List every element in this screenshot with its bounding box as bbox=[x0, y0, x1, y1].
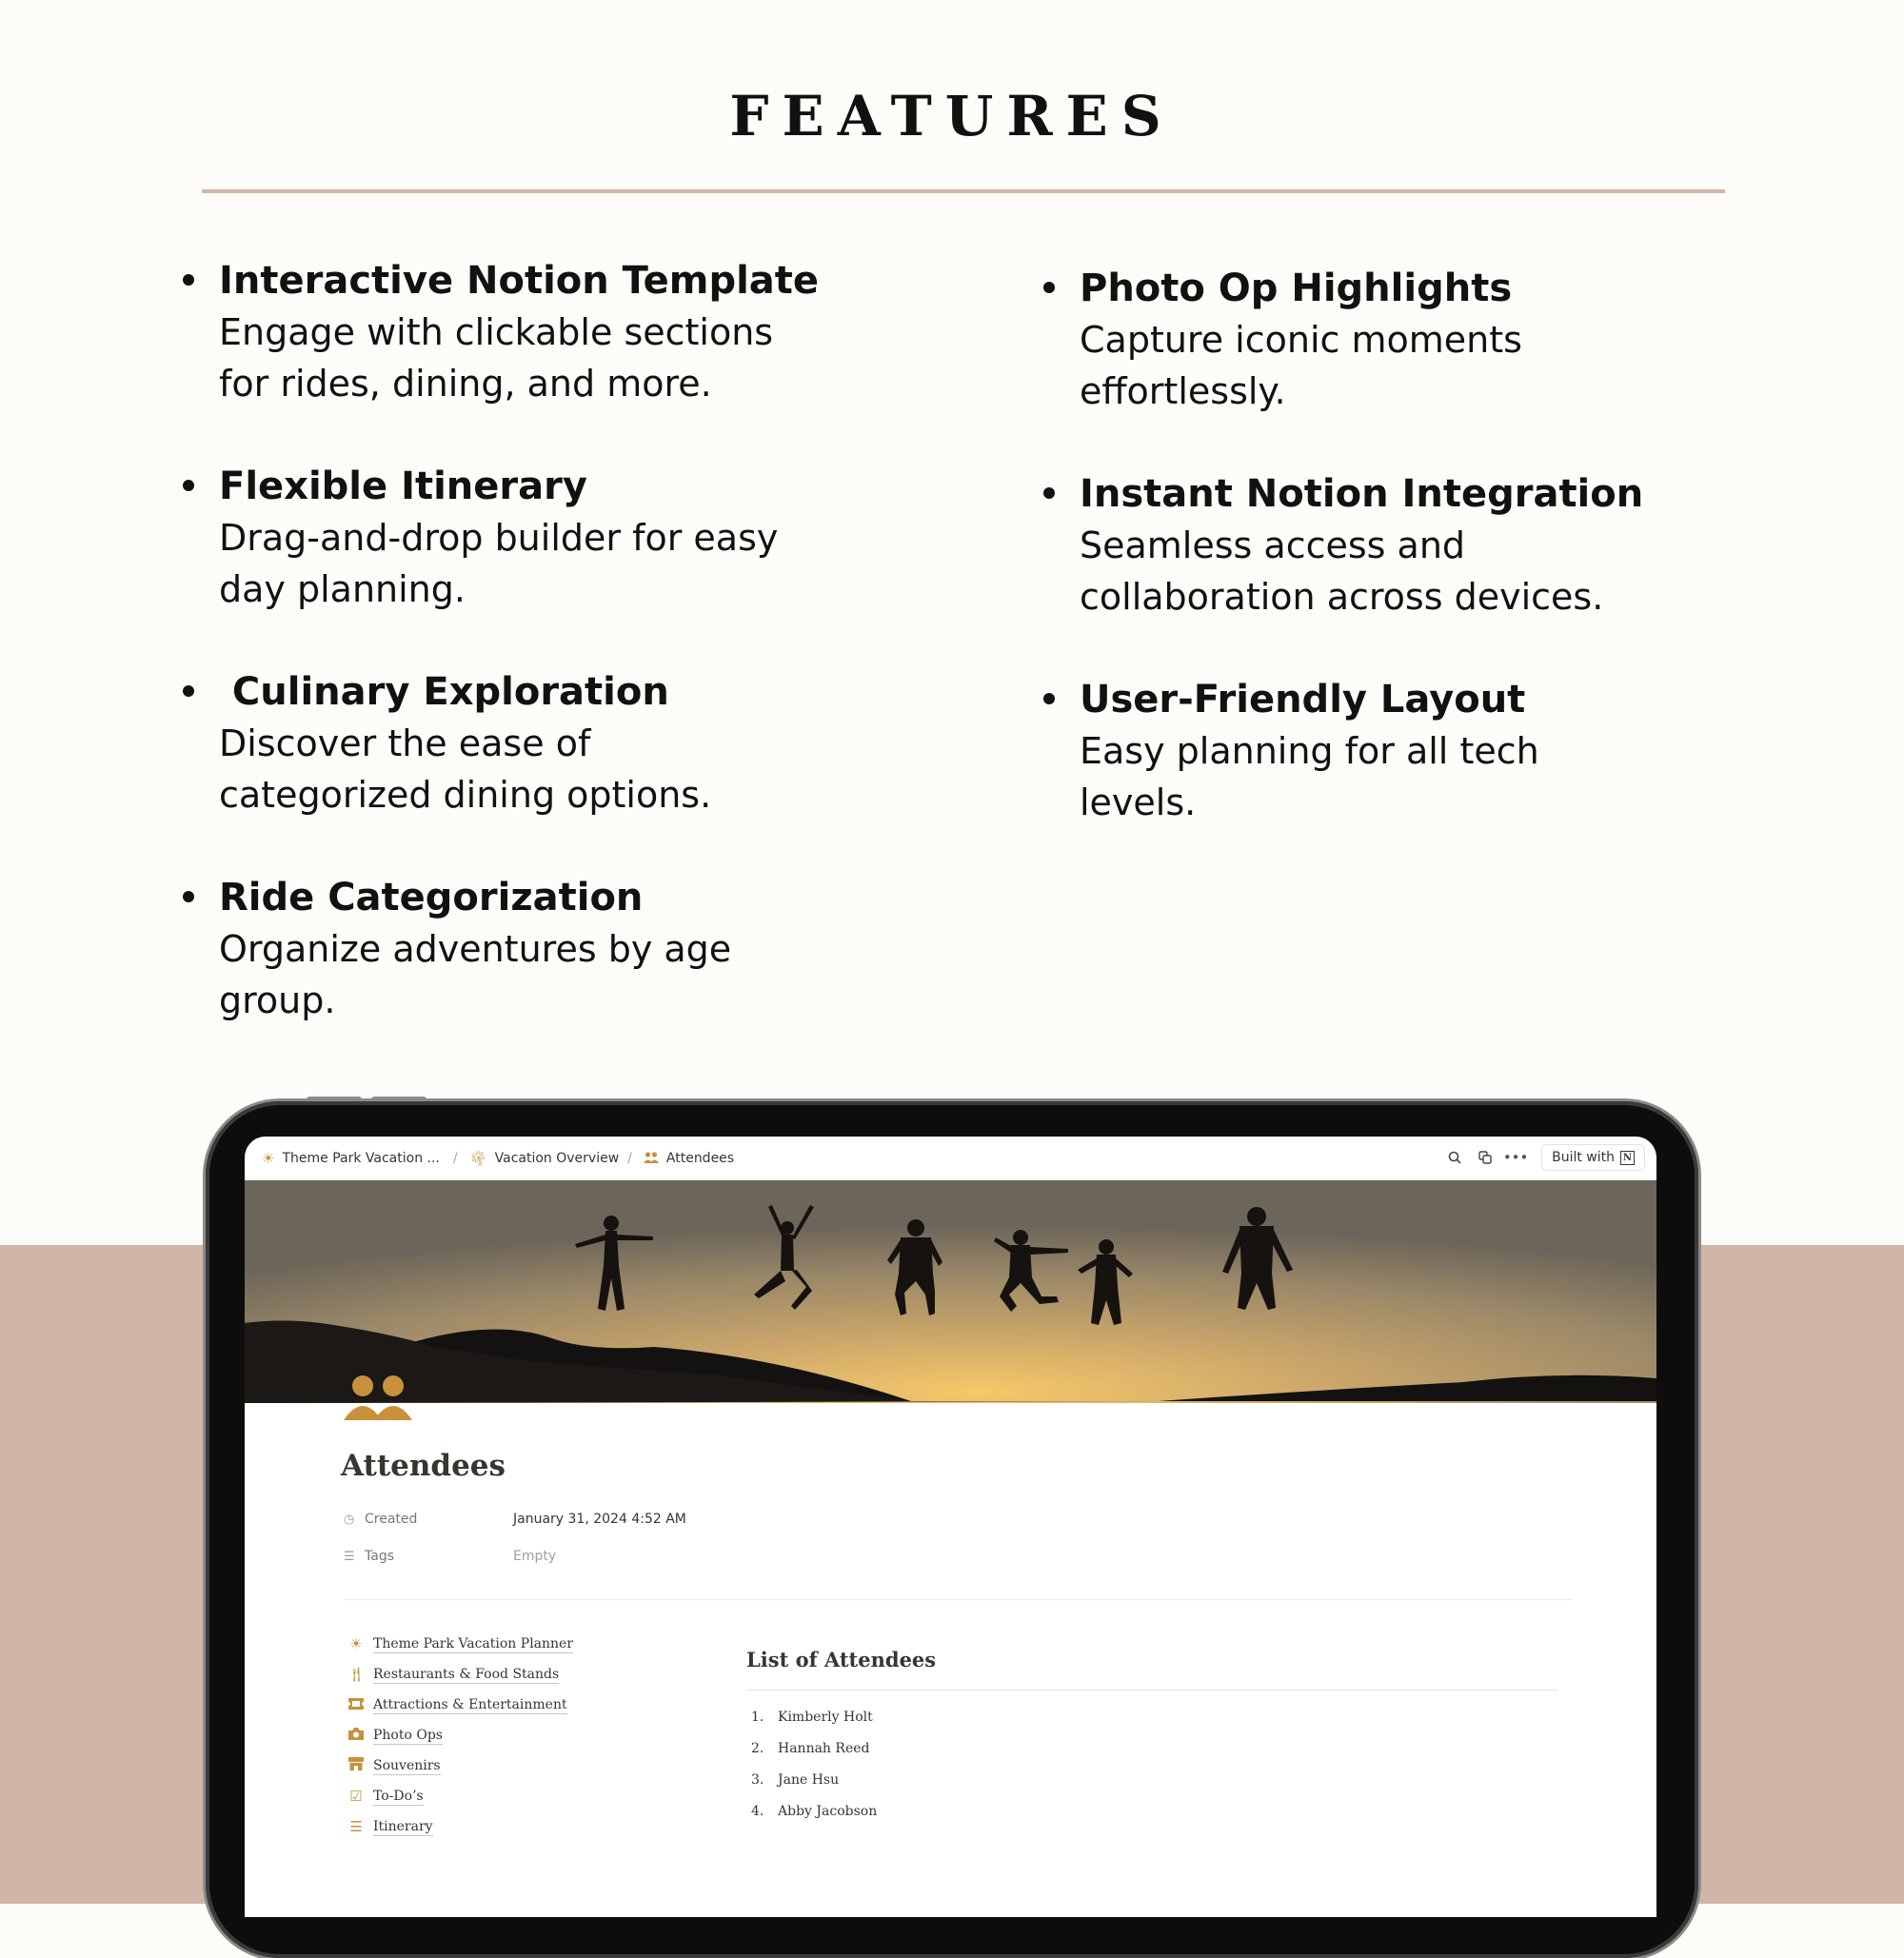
property-divider bbox=[344, 1599, 1572, 1600]
built-with-label: Built with bbox=[1552, 1150, 1615, 1165]
attendee-list-divider bbox=[746, 1690, 1557, 1691]
notion-logo-icon: N bbox=[1620, 1151, 1635, 1165]
attendee-name: Kimberly Holt bbox=[778, 1709, 873, 1725]
list-item[interactable] bbox=[751, 1795, 877, 1827]
list-item[interactable] bbox=[751, 1701, 877, 1732]
breadcrumb-label: Attendees bbox=[665, 1151, 735, 1166]
bullet-icon bbox=[1043, 282, 1055, 293]
feature-desc-line: Capture iconic moments bbox=[1080, 319, 1522, 361]
nav-link-list bbox=[347, 1629, 573, 1842]
feature-title: Flexible Itinerary bbox=[219, 465, 587, 508]
breadcrumb-separator: / bbox=[627, 1151, 632, 1166]
feature-item bbox=[1043, 468, 1767, 623]
list-item[interactable] bbox=[751, 1764, 877, 1795]
nav-link-planner[interactable] bbox=[347, 1629, 573, 1659]
nav-link-label: Souvenirs bbox=[373, 1757, 441, 1773]
list-number: 3. bbox=[751, 1771, 764, 1788]
property-label bbox=[344, 1512, 486, 1527]
bullet-icon bbox=[1043, 693, 1055, 704]
duplicate-icon[interactable] bbox=[1475, 1147, 1496, 1168]
attendee-list-heading: List of Attendees bbox=[746, 1648, 937, 1671]
nav-link-label: Itinerary bbox=[373, 1818, 433, 1834]
feature-item bbox=[1043, 674, 1767, 828]
page-heading: FEATURES bbox=[729, 84, 1175, 148]
bullet-icon bbox=[183, 480, 194, 491]
bullet-icon bbox=[183, 274, 194, 286]
breadcrumb-item[interactable] bbox=[469, 1150, 620, 1167]
sun-icon: ☀ bbox=[262, 1150, 275, 1167]
attendee-name: Abby Jacobson bbox=[778, 1803, 878, 1819]
nav-link-label: To-Do’s bbox=[373, 1788, 424, 1804]
nav-link-label: Restaurants & Food Stands bbox=[373, 1666, 560, 1682]
shop-icon bbox=[347, 1757, 365, 1774]
bullet-icon bbox=[183, 891, 194, 902]
features-left-column bbox=[183, 255, 906, 1078]
list-item[interactable] bbox=[751, 1732, 877, 1764]
breadcrumb-label: Vacation Overview bbox=[494, 1151, 620, 1166]
property-name: Created bbox=[365, 1512, 418, 1527]
feature-title: Instant Notion Integration bbox=[1080, 472, 1644, 516]
checklist-icon: ☑ bbox=[349, 1788, 363, 1805]
people-icon bbox=[644, 1150, 659, 1167]
nav-link-photo-ops[interactable] bbox=[347, 1720, 573, 1750]
feature-title: User-Friendly Layout bbox=[1080, 678, 1526, 722]
breadcrumb-item[interactable] bbox=[644, 1150, 734, 1167]
feature-desc-line: Organize adventures by age bbox=[219, 928, 732, 970]
page-title: Attendees bbox=[341, 1449, 506, 1483]
property-label bbox=[344, 1549, 486, 1564]
palm-tree-icon: 🌴︎ bbox=[468, 1150, 487, 1167]
cover-image bbox=[245, 1180, 1656, 1403]
feature-desc-line: categorized dining options. bbox=[219, 774, 712, 816]
ticket-icon bbox=[347, 1696, 365, 1713]
property-created bbox=[344, 1512, 686, 1527]
feature-desc-line: Drag-and-drop builder for easy bbox=[219, 517, 779, 559]
list-icon: ☰ bbox=[349, 1818, 363, 1835]
feature-desc-line: Seamless access and bbox=[1080, 524, 1466, 566]
attendee-list bbox=[751, 1701, 877, 1827]
breadcrumb-separator: / bbox=[452, 1151, 458, 1166]
features-right-column bbox=[1043, 263, 1767, 880]
property-value[interactable]: Empty bbox=[513, 1549, 557, 1564]
list-number: 2. bbox=[751, 1740, 764, 1756]
nav-link-todos[interactable] bbox=[347, 1781, 573, 1811]
search-icon[interactable] bbox=[1444, 1147, 1465, 1168]
feature-desc-line: Engage with clickable sections bbox=[219, 311, 774, 353]
nav-link-restaurants[interactable] bbox=[347, 1659, 573, 1690]
bullet-icon bbox=[183, 685, 194, 697]
breadcrumb-label: Theme Park Vacation ... bbox=[282, 1151, 440, 1166]
property-tags bbox=[344, 1549, 556, 1564]
list-number: 4. bbox=[751, 1803, 764, 1819]
feature-desc-line: collaboration across devices. bbox=[1080, 576, 1604, 618]
nav-link-label: Attractions & Entertainment bbox=[373, 1696, 567, 1712]
property-name: Tags bbox=[365, 1549, 394, 1564]
bullet-icon bbox=[1043, 487, 1055, 499]
attendee-name: Hannah Reed bbox=[778, 1740, 870, 1756]
feature-desc-line: levels. bbox=[1080, 781, 1197, 823]
clock-icon: ◷ bbox=[344, 1512, 355, 1527]
feature-desc-line: day planning. bbox=[219, 568, 466, 610]
nav-link-label: Theme Park Vacation Planner bbox=[373, 1635, 574, 1651]
utensils-icon: 🍴︎ bbox=[347, 1666, 367, 1683]
app-screen bbox=[245, 1137, 1656, 1917]
feature-item bbox=[183, 872, 906, 1026]
top-bar bbox=[245, 1137, 1656, 1180]
feature-item bbox=[183, 255, 906, 409]
sun-icon: ☀ bbox=[349, 1635, 363, 1652]
nav-link-souvenirs[interactable] bbox=[347, 1750, 573, 1781]
feature-desc-line: for rides, dining, and more. bbox=[219, 363, 712, 405]
feature-desc-line: Discover the ease of bbox=[219, 722, 591, 764]
property-value[interactable]: January 31, 2024 4:52 AM bbox=[513, 1512, 686, 1527]
feature-title: Interactive Notion Template bbox=[219, 259, 820, 303]
topbar-actions bbox=[1435, 1144, 1645, 1171]
attendee-name: Jane Hsu bbox=[778, 1771, 840, 1788]
more-icon[interactable]: ••• bbox=[1502, 1149, 1529, 1166]
list-icon: ☰ bbox=[344, 1549, 355, 1564]
attendees-page-icon bbox=[344, 1375, 412, 1424]
feature-item bbox=[1043, 263, 1767, 417]
heading-divider bbox=[202, 189, 1725, 193]
feature-desc-line: effortlessly. bbox=[1080, 370, 1286, 412]
feature-item bbox=[183, 666, 906, 821]
breadcrumb-item[interactable] bbox=[262, 1150, 440, 1167]
feature-title: Photo Op Highlights bbox=[1080, 267, 1513, 310]
built-with-button[interactable] bbox=[1541, 1144, 1645, 1171]
feature-title: Culinary Exploration bbox=[219, 670, 669, 714]
feature-item bbox=[183, 461, 906, 615]
nav-link-label: Photo Ops bbox=[373, 1727, 443, 1743]
camera-icon bbox=[347, 1727, 365, 1744]
list-number: 1. bbox=[751, 1709, 764, 1725]
nav-link-itinerary[interactable] bbox=[347, 1811, 573, 1842]
feature-title: Ride Categorization bbox=[219, 876, 644, 920]
feature-desc-line: group. bbox=[219, 979, 336, 1021]
feature-desc-line: Easy planning for all tech bbox=[1080, 730, 1539, 772]
nav-link-attractions[interactable] bbox=[347, 1690, 573, 1720]
